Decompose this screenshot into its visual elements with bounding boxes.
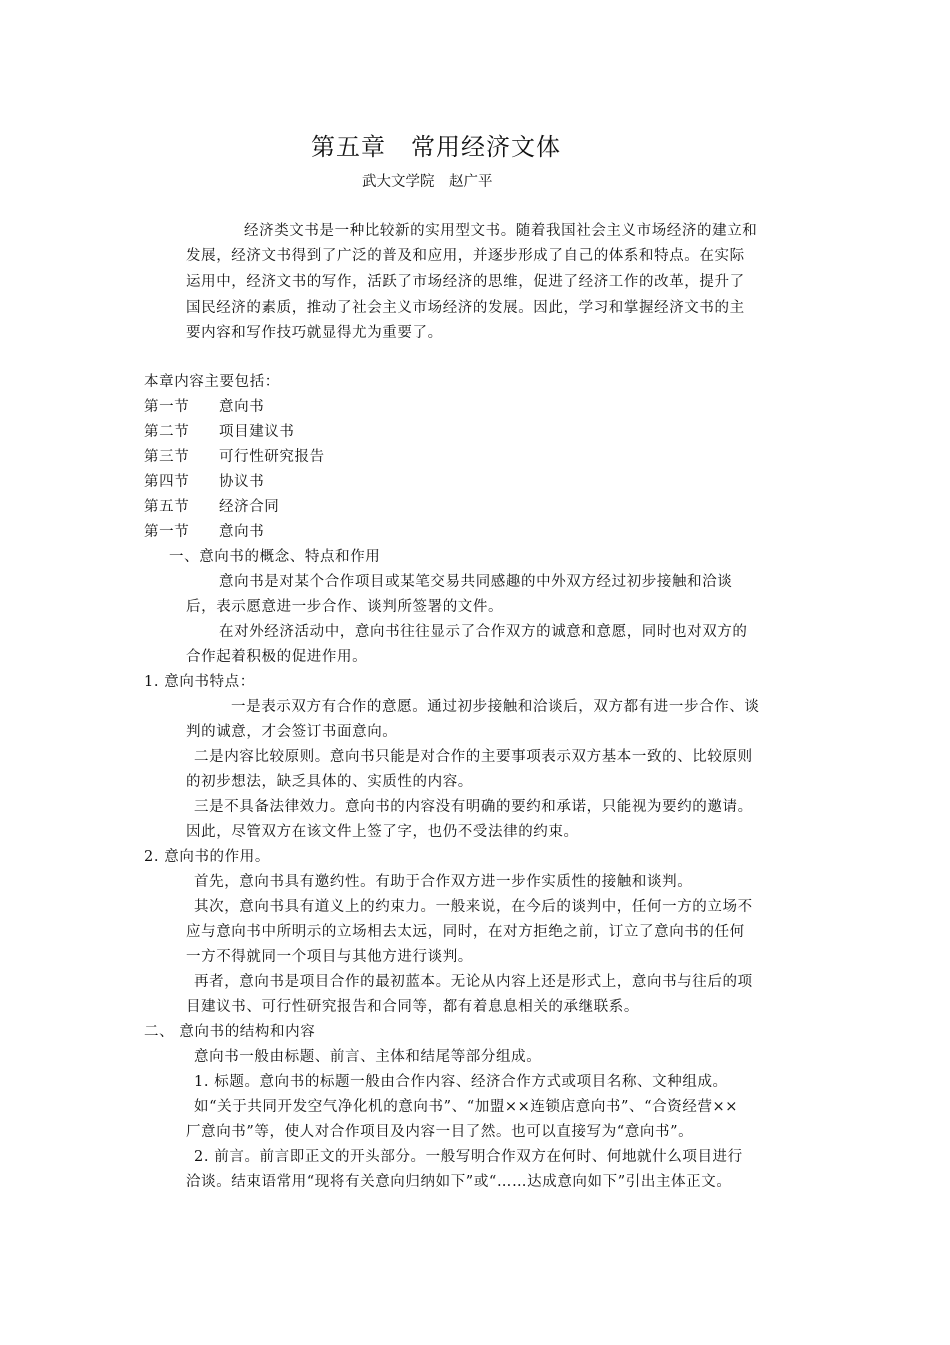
toc-name: 经济合同 — [219, 499, 280, 515]
body-line: 其次，意向书具有道义上的约束力。一般来说，在今后的谈判中，任何一方的立场不 — [194, 899, 753, 915]
toc-number: 第三节 — [144, 449, 190, 465]
numbered-heading: 1. 意向书特点： — [144, 674, 255, 690]
author-line: 武大文学院 赵广平 — [362, 174, 493, 190]
body-line: 如“关于共同开发空气净化机的意向书”、“加盟××连锁店意向书”、“合资经营×× — [194, 1099, 739, 1115]
body-line: 厂意向书”等，使人对合作项目及内容一目了然。也可以直接写为“意向书”。 — [186, 1124, 694, 1140]
body-line: 意向书是对某个合作项目或某笔交易共同感趣的中外双方经过初步接触和洽谈 — [219, 574, 733, 590]
body-line: 目建议书、可行性研究报告和合同等，都有着息息相关的承继联系。 — [186, 999, 639, 1015]
body-line: 三是不具备法律效力。意向书的内容没有明确的要约和承诺，只能视为要约的邀请。 — [194, 799, 753, 815]
subheading: 二、 意向书的结构和内容 — [144, 1024, 316, 1040]
toc-name: 可行性研究报告 — [219, 449, 325, 465]
body-line: 一是表示双方有合作的意愿。通过初步接触和洽谈后，双方都有进一步合作、谈 — [231, 699, 760, 715]
body-line: 后，表示愿意进一步合作、谈判所签署的文件。 — [186, 599, 504, 615]
numbered-heading: 2. 意向书的作用。 — [144, 849, 270, 865]
toc-heading: 本章内容主要包括： — [144, 374, 280, 390]
subheading: 一、意向书的概念、特点和作用 — [169, 549, 381, 565]
toc-name: 协议书 — [219, 474, 265, 490]
intro-line: 要内容和写作技巧就显得尤为重要了。 — [186, 325, 443, 341]
section-number: 第一节 — [144, 524, 190, 540]
body-line: 的初步想法，缺乏具体的、实质性的内容。 — [186, 774, 473, 790]
body-line: 洽谈。结束语常用“现将有关意向归纳如下”或“……达成意向如下”引出主体正文。 — [186, 1174, 732, 1190]
page-title: 第五章 常用经济文体 — [311, 133, 561, 161]
body-line: 合作起着积极的促进作用。 — [186, 649, 368, 665]
toc-name: 意向书 — [219, 399, 265, 415]
body-line: 一方不得就同一个项目与其他方进行谈判。 — [186, 949, 473, 965]
toc-number: 第一节 — [144, 399, 190, 415]
body-line: 再者，意向书是项目合作的最初蓝本。无论从内容上还是形式上，意向书与往后的项 — [194, 974, 753, 990]
body-line: 意向书一般由标题、前言、主体和结尾等部分组成。 — [194, 1049, 542, 1065]
toc-number: 第二节 — [144, 424, 190, 440]
body-line: 首先，意向书具有邀约性。有助于合作双方进一步作实质性的接触和谈判。 — [194, 874, 693, 890]
body-line: 2. 前言。前言即正文的开头部分。一般写明合作双方在何时、何地就什么项目进行 — [194, 1149, 743, 1165]
intro-line: 运用中，经济文书的写作，活跃了市场经济的思维，促进了经济工作的改革，提升了 — [186, 274, 745, 290]
intro-line: 国民经济的素质，推动了社会主义市场经济的发展。因此，学习和掌握经济文书的主 — [186, 300, 745, 316]
body-line: 判的诚意，才会签订书面意向。 — [186, 724, 398, 740]
toc-number: 第四节 — [144, 474, 190, 490]
body-line: 在对外经济活动中，意向书往往显示了合作双方的诚意和意愿，同时也对双方的 — [219, 624, 748, 640]
body-line: 1. 标题。意向书的标题一般由合作内容、经济合作方式或项目名称、文种组成。 — [194, 1074, 728, 1090]
section-title: 意向书 — [219, 524, 265, 540]
toc-name: 项目建议书 — [219, 424, 295, 440]
intro-line: 发展，经济文书得到了广泛的普及和应用，并逐步形成了自己的体系和特点。在实际 — [186, 248, 745, 264]
body-line: 应与意向书中所明示的立场相去太远，同时，在对方拒绝之前，订立了意向书的任何 — [186, 924, 745, 940]
body-line: 二是内容比较原则。意向书只能是对合作的主要事项表示双方基本一致的、比较原则 — [194, 749, 753, 765]
intro-line: 经济类文书是一种比较新的实用型文书。随着我国社会主义市场经济的建立和 — [244, 223, 758, 239]
toc-number: 第五节 — [144, 499, 190, 515]
body-line: 因此，尽管双方在该文件上签了字，也仍不受法律的约束。 — [186, 824, 579, 840]
